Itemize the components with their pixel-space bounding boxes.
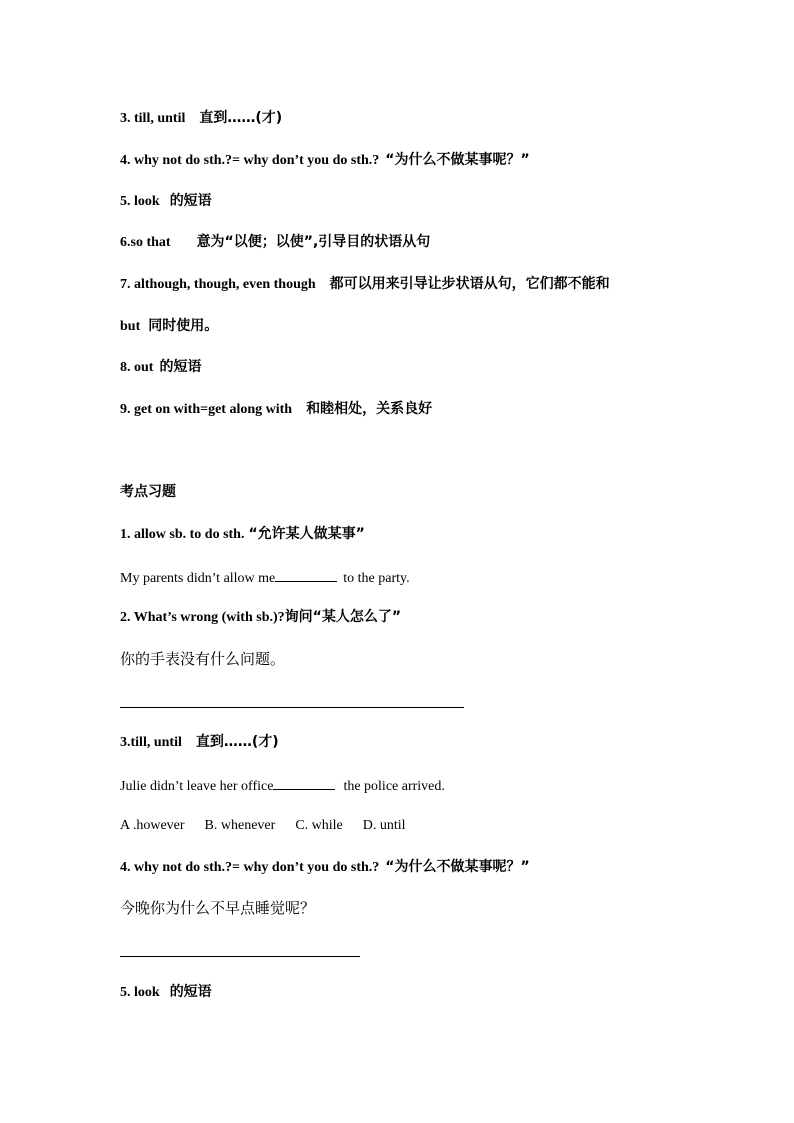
- exercise-2-prompt: 你的手表没有什么问题。: [120, 650, 286, 668]
- exercise-4-title-zh: “为什么不做某事呢？”: [385, 859, 530, 875]
- review-item-7: [120, 275, 610, 294]
- review-item-3: [120, 109, 282, 128]
- exercise-3-option-d[interactable]: D. until: [362, 818, 406, 833]
- exercises-heading: 考点习题: [120, 484, 176, 500]
- exercise-3-title-zh: 直到……(才): [195, 734, 279, 750]
- exercise-3-option-a[interactable]: A .however: [120, 818, 185, 833]
- review-item-7b-label: but: [120, 319, 141, 334]
- review-item-7-continued: [120, 317, 218, 336]
- review-item-4: [120, 151, 530, 170]
- review-item-9-meaning: 和睦相处，关系良好: [306, 401, 433, 417]
- review-item-5-meaning: 的短语: [169, 193, 212, 209]
- exercise-1-title: [120, 525, 365, 544]
- review-item-3-label: 3. till, until: [120, 111, 186, 126]
- exercise-4-title: [120, 858, 530, 877]
- exercise-1-title-en: 1. allow sb. to do sth.: [120, 527, 245, 542]
- exercise-2-answer-line[interactable]: [120, 707, 464, 708]
- exercise-5-title-zh: 的短语: [169, 984, 212, 1000]
- review-item-4-meaning: “为什么不做某事呢？”: [385, 152, 530, 168]
- review-item-3-meaning: 直到……(才): [199, 110, 283, 126]
- exercise-3-title-en: 3.till, until: [120, 735, 182, 750]
- exercise-3-option-b[interactable]: B. whenever: [204, 818, 276, 833]
- review-item-7-meaning: 都可以用来引导让步状语从句，它们都不能和: [329, 276, 610, 292]
- exercise-5-title: [120, 983, 212, 1002]
- exercise-4-title-en: 4. why not do sth.?= why don’t you do sth.?: [120, 860, 380, 875]
- exercise-3-options: [120, 817, 406, 835]
- review-item-8-label: 8. out: [120, 360, 154, 375]
- exercise-5-title-en: 5. look: [120, 985, 160, 1000]
- exercise-2-title: [120, 608, 401, 627]
- exercise-1-answer-blank[interactable]: [275, 567, 337, 582]
- review-item-9-label: 9. get on with=get along with: [120, 402, 293, 417]
- review-item-9: [120, 400, 432, 419]
- exercise-3-option-c[interactable]: C. while: [295, 818, 343, 833]
- review-item-7b-meaning: 同时使用。: [148, 318, 219, 334]
- exercise-3-title: [120, 733, 279, 752]
- exercise-1-sentence-before: My parents didn’t allow me: [120, 571, 276, 586]
- review-item-6-meaning: 意为“以便；以使”,引导目的状语从句: [196, 234, 431, 250]
- review-item-6: [120, 233, 430, 252]
- exercise-3-answer-blank[interactable]: [273, 775, 335, 790]
- exercise-1-sentence-after: to the party.: [343, 571, 410, 586]
- exercise-3-sentence-after: the police arrived.: [343, 779, 445, 794]
- review-item-5: [120, 192, 212, 211]
- review-item-5-label: 5. look: [120, 194, 160, 209]
- exercise-2-title-zh: 询问“某人怎么了”: [284, 609, 402, 625]
- exercise-3-sentence-before: Julie didn’t leave her office: [120, 779, 274, 794]
- exercise-4-answer-line[interactable]: [120, 956, 360, 957]
- exercise-2-title-en: 2. What’s wrong (with sb.)?: [120, 610, 285, 625]
- exercise-4-prompt: 今晚你为什么不早点睡觉呢？: [120, 899, 316, 917]
- exercise-1-sentence: [120, 567, 410, 588]
- review-item-4-label: 4. why not do sth.?= why don’t you do sth.?: [120, 153, 380, 168]
- review-item-8: [120, 358, 201, 377]
- exercise-1-title-zh: “允许某人做某事”: [248, 526, 365, 542]
- review-item-6-label: 6.so that: [120, 235, 171, 250]
- review-item-7-label: 7. although, though, even though: [120, 277, 316, 292]
- exercise-3-sentence: [120, 775, 445, 796]
- review-item-8-meaning: 的短语: [159, 359, 202, 375]
